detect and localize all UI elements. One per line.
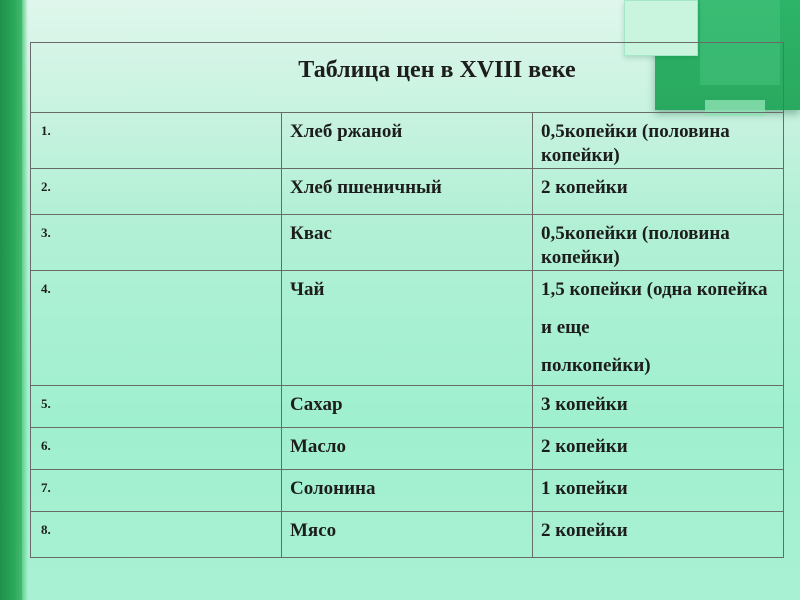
- item-price-line2: полкопейки): [541, 355, 651, 376]
- item-name: Масло: [282, 428, 533, 470]
- item-name: Хлеб пшеничный: [282, 169, 533, 215]
- item-name: Мясо: [282, 512, 533, 558]
- item-name: Сахар: [282, 386, 533, 428]
- item-price: 2 копейки: [533, 512, 784, 558]
- table-title: Таблица цен в XVIII веке: [298, 57, 576, 83]
- row-number: 4.: [31, 271, 282, 386]
- row-number: 8.: [31, 512, 282, 558]
- table-title-cell: [31, 43, 784, 113]
- item-price-line1: 1,5 копейки (одна копейка и еще: [541, 279, 768, 338]
- table-row: [31, 470, 784, 512]
- item-name: Чай: [282, 271, 533, 386]
- table-row: [31, 113, 784, 169]
- table-row: [31, 271, 784, 386]
- item-price: 2 копейки: [533, 428, 784, 470]
- table-title-row: [31, 43, 784, 113]
- row-number: 2.: [31, 169, 282, 215]
- row-number: 7.: [31, 470, 282, 512]
- item-name: Квас: [282, 215, 533, 271]
- row-number: 6.: [31, 428, 282, 470]
- table-row: [31, 169, 784, 215]
- row-number: 1.: [31, 113, 282, 169]
- row-number: 5.: [31, 386, 282, 428]
- item-name: Хлеб ржаной: [282, 113, 533, 169]
- left-band-highlight: [22, 0, 28, 600]
- item-price: 3 копейки: [533, 386, 784, 428]
- item-name: Солонина: [282, 470, 533, 512]
- left-decorative-band: [0, 0, 22, 600]
- table-row: [31, 386, 784, 428]
- item-price: 2 копейки: [533, 169, 784, 215]
- table-row: [31, 215, 784, 271]
- item-price: 1 копейки: [533, 470, 784, 512]
- item-price: 0,5копейки (половина копейки): [533, 113, 784, 169]
- item-price-multiline: [533, 271, 784, 386]
- table-row: [31, 428, 784, 470]
- item-price: 0,5копейки (половина копейки): [533, 215, 784, 271]
- table-row: [31, 512, 784, 558]
- price-table: [30, 42, 784, 558]
- row-number: 3.: [31, 215, 282, 271]
